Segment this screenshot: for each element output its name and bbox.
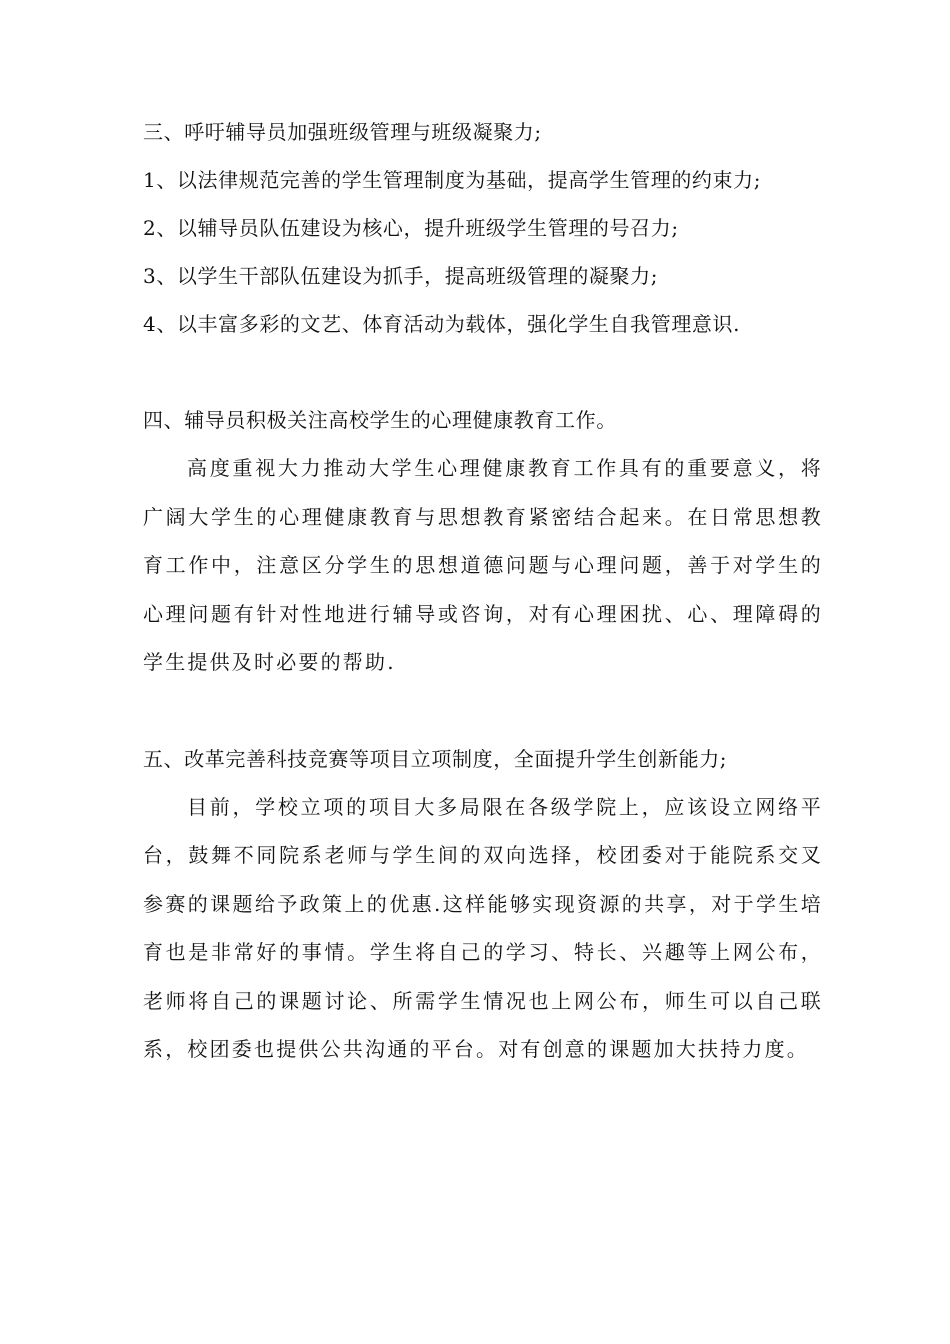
section-3-item-3: 3、以学生干部队伍建设为抓手，提高班级管理的凝聚力; <box>143 264 659 288</box>
section-3-item-2: 2、以辅导员队伍建设为核心，提升班级学生管理的号召力; <box>143 216 679 240</box>
section-5 <box>143 735 823 1074</box>
section-4 <box>143 396 823 687</box>
section-3-heading: 三、呼吁辅导员加强班级管理与班级凝聚力; <box>143 120 542 144</box>
section-3-item-1: 1、以法律规范完善的学生管理制度为基础，提高学生管理的约束力; <box>143 168 762 192</box>
section-5-body: 目前，学校立项的项目大多局限在各级学院上，应该设立网络平台，鼓舞不同院系老师与学生间的双向选择，校团委对于能院系交叉参赛的课题给予政策上的优惠.这样能够实现资源的共享，对于学生培育也是非常好的事情。学生将自己的学习、特长、兴趣等上网公布，老师将自己的课题讨论、所需学生情况也上网公布，师生可以自己联系，校团委也提供公共沟通的平台。对有创意的课题加大扶持力度。 <box>143 794 823 1061</box>
section-3 <box>143 108 823 348</box>
section-5-heading: 五、改革完善科技竞赛等项目立项制度，全面提升学生创新能力; <box>143 746 728 771</box>
paragraph-gap <box>143 687 823 735</box>
paragraph-gap <box>143 348 823 396</box>
document-content <box>143 108 823 1074</box>
section-4-heading: 四、辅导员积极关注高校学生的心理健康教育工作。 <box>143 408 617 432</box>
section-3-item-4: 4、以丰富多彩的文艺、体育活动为载体，强化学生自我管理意识. <box>143 312 741 336</box>
section-4-body: 高度重视大力推动大学生心理健康教育工作具有的重要意义，将广阔大学生的心理健康教育与思想教育紧密结合起来。在日常思想教育工作中，注意区分学生的思想道德问题与心理问题，善于对学生的心理问题有针对性地进行辅导或咨询，对有心理困扰、心、理障碍的学生提供及时必要的帮助. <box>143 456 823 674</box>
